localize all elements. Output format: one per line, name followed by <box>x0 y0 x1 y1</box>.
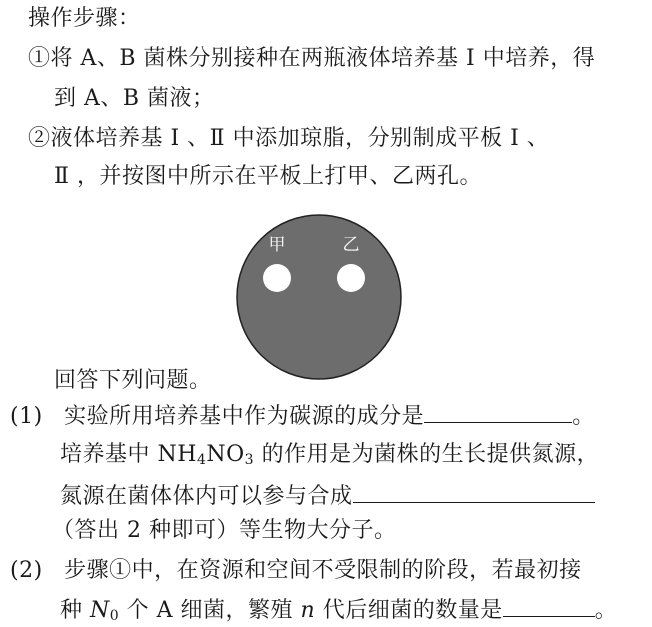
q2-line2-var2: n <box>300 598 316 623</box>
hole-yi-label: 乙 <box>342 235 360 255</box>
q2-line2-mid: 个 A 细菌，繁殖 <box>119 598 301 623</box>
q2-answer-blank[interactable] <box>503 594 595 617</box>
q2-line2-pre: 种 <box>60 598 90 623</box>
q2-line2 <box>60 594 617 626</box>
q2-line2-var: N <box>90 598 110 623</box>
answer-intro: 回答下列问题。 <box>54 368 212 393</box>
q1-answer-blank-1[interactable] <box>424 400 572 423</box>
q1-line1-end: 。 <box>572 404 595 429</box>
hole-jia-label: 甲 <box>268 235 286 255</box>
q2-line1 <box>10 556 582 586</box>
q1-answer-blank-2[interactable] <box>353 480 595 503</box>
q1-line2 <box>60 440 599 470</box>
q2-line2-sub: 0 <box>109 608 120 624</box>
q1-line2-post: 的作用是为菌株的生长提供氮源， <box>254 442 600 467</box>
q1-line3 <box>60 480 595 512</box>
q1-line4: （答出 2 种即可）等生物大分子。 <box>52 518 397 543</box>
q1-line1-text: 实验所用培养基中作为碳源的成分是 <box>64 404 425 429</box>
agar-plate-diagram <box>234 212 404 382</box>
step1-line1: ①将 A、B 菌株分别接种在两瓶液体培养基 Ⅰ 中培养，得 <box>28 46 596 71</box>
q1-line2-sub2: 3 <box>244 452 255 468</box>
q1-line2-sub1: 4 <box>196 452 207 468</box>
hole-jia <box>263 264 291 292</box>
q2-line2-end: 。 <box>594 598 618 623</box>
q2-line1-text: 步骤①中，在资源和空间不受限制的阶段，若最初接 <box>64 558 582 583</box>
q1-line3-text: 氮源在菌体体内可以参与合成 <box>60 484 353 509</box>
q1-line2-mid: NO <box>206 442 245 467</box>
q1-number: (1) <box>10 404 43 429</box>
step1-line2: 到 A、B 菌液； <box>54 86 215 111</box>
steps-heading: 操作步骤： <box>28 6 141 31</box>
q2-number: (2) <box>10 558 43 583</box>
hole-yi <box>337 264 365 292</box>
q1-line1 <box>10 400 595 432</box>
step2-line2: Ⅱ ，并按图中所示在平板上打甲、乙两孔。 <box>54 164 482 189</box>
q2-line2-post: 代后细菌的数量是 <box>315 598 503 623</box>
step2-line1: ②液体培养基 Ⅰ 、Ⅱ 中添加琼脂，分别制成平板 Ⅰ 、 <box>28 126 550 151</box>
q1-line2-pre: 培养基中 NH <box>60 442 197 467</box>
agar-plate <box>237 215 401 379</box>
agar-plate-figure <box>234 212 404 382</box>
